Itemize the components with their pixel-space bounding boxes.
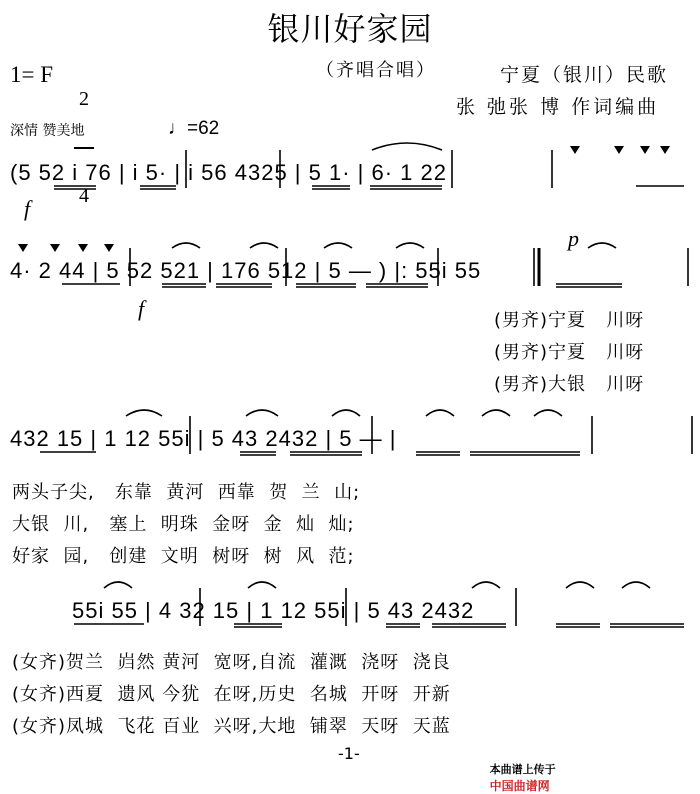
dynamic-forte-2: f (138, 296, 145, 321)
key-signature: 1= F (10, 62, 54, 87)
page-number: -1- (338, 744, 360, 763)
lyric-line: (女齐)凤城 飞花 百业 兴呀,大地 铺翠 天呀 天蓝 (12, 716, 451, 737)
lyric-line: 好家 园, 创建 文明 树呀 树 风 范; (12, 546, 355, 567)
meter-fraction-bar (74, 147, 94, 149)
lyric-line: (男齐)大银 川呀 (494, 374, 645, 395)
lyric-line: (男齐)宁夏 川呀 (494, 342, 645, 363)
score-line-2: 4· 2 44 | 5 52 521 | 176 512 | 5 — ) |: 55i 55 (10, 258, 482, 283)
expression-mark: 深情 赞美地 (10, 123, 85, 139)
upload-text: 本曲谱上传于 (489, 763, 556, 776)
performance-type: （齐唱合唱） (316, 60, 436, 81)
lyric-line: (女齐)西夏 遗风 今犹 在呀,历史 名城 开呀 开新 (12, 684, 451, 705)
dynamic-piano: p (568, 226, 579, 251)
lyric-line: 两头子尖, 东靠 黄河 西靠 贺 兰 山; (12, 482, 361, 503)
site-brand: 中国曲谱网 (489, 779, 550, 793)
meter-denominator: 4 (79, 185, 89, 207)
score-line-3: 432 15 | 1 12 55i | 5 43 2432 | 5 — | (10, 426, 397, 451)
meter-numerator: 2 (79, 88, 89, 110)
tempo-mark: ♩=62 (168, 118, 220, 139)
dynamic-forte: f (24, 196, 31, 221)
lyric-line: (男齐)宁夏 川呀 (494, 310, 645, 331)
song-origin: 宁夏（银川）民歌 (500, 64, 669, 86)
upload-credit (482, 748, 556, 794)
song-title: 银川好家园 (267, 10, 433, 48)
lyric-line: 大银 川, 塞上 明珠 金呀 金 灿 灿; (12, 514, 355, 535)
credits: 张 弛张 博 作词编曲 (456, 96, 660, 118)
score-line-4: 55i 55 | 4 32 15 | 1 12 55i | 5 43 2432 (72, 598, 475, 623)
score-line-1: (5 52 i 76 | i 5· | i 56 4325 | 5 1· | 6· 1 22 (10, 160, 447, 185)
lyric-line: (女齐)贺兰 岿然 黄河 宽呀,自流 灌溉 浇呀 浇良 (12, 652, 451, 673)
